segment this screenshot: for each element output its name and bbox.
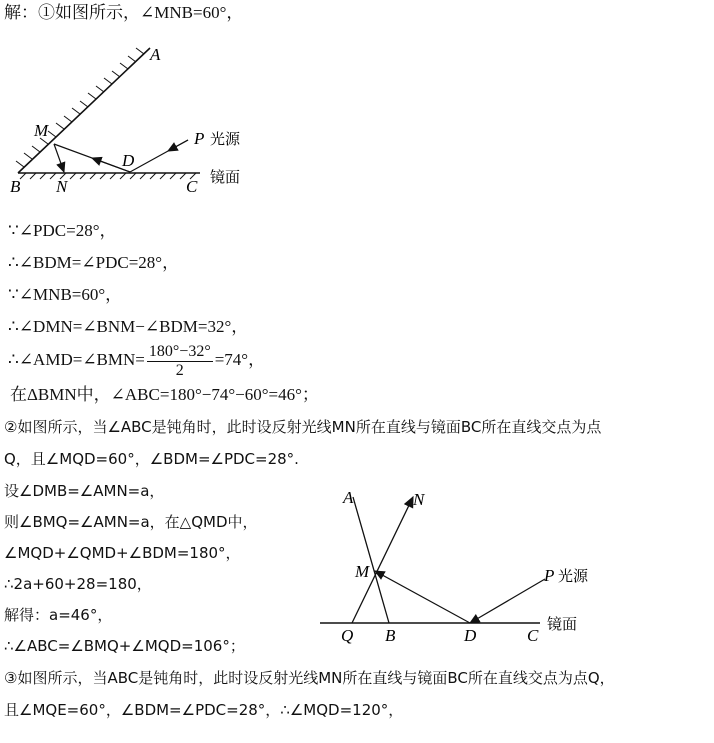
fig2-label-mirror: 镜面 [547,615,578,633]
fig2-label-C: C [527,626,539,645]
part2-line-3: 设∠DMB=∠AMN=a， [4,482,165,500]
ray-PD [470,579,545,623]
step-1: ∵∠PDC=28°， [8,221,117,240]
fig1-label-C: C [186,177,198,196]
ray-DM [375,571,470,623]
fig1-label-N: N [56,177,68,196]
part2-line-5: ∠MQD+∠QMD+∠BDM=180°， [4,544,241,562]
part3-line-1: ③如图所示，当ABC是钝角时，此时设反射光线MN所在直线与镜面BC所在直线交点为点Q， [4,669,615,687]
fig1-label-M: M [34,121,49,140]
figure-2 [315,485,615,645]
step-5-denominator: 2 [175,361,184,379]
part2-line-2: Q，且∠MQD=60°，∠BDM=∠PDC=28°. [4,450,299,468]
fig2-label-D: D [464,626,477,645]
fig2-label-source: 光源 [558,567,589,585]
fig2-label-N: N [413,490,425,509]
ray-MN [54,144,64,172]
part3-line-2: 且∠MQE=60°，∠BDM=∠PDC=28°，∴∠MQD=120°， [4,701,404,719]
fig2-label-P: P [544,566,555,585]
part2-line-7: 解得：a=46°， [4,606,113,624]
fig2-label-M: M [355,562,370,581]
figure-1 [0,40,280,200]
step-5-prefix: ∴∠AMD=∠BMN= [8,350,145,369]
step-5-fraction [147,343,213,380]
fig1-label-mirror: 镜面 [210,168,241,186]
part2-line-1: ②如图所示，当∠ABC是钝角时，此时设反射光线MN所在直线与镜面BC所在直线交点为点 [4,418,602,436]
part2-line-4: 则∠BMQ=∠AMN=a，在△QMD中， [4,513,258,531]
part2-line-8: ∴∠ABC=∠BMQ+∠MQD=106°； [4,637,245,655]
part2-line-6: ∴2a+60+28=180， [4,575,152,593]
fig1-label-B: B [10,177,21,196]
mirror-BA-hatch [16,48,144,167]
mirror-BC-hatch [20,173,196,179]
ray-PD-arrow [168,140,188,151]
step-4: ∴∠DMN=∠BNM−∠BDM=32°， [8,317,249,336]
fig2-label-A: A [343,488,354,507]
intro-line: 解：①如图所示，∠MNB=60°， [4,3,244,22]
step-5-suffix: =74°， [214,350,266,369]
line-AB [353,497,389,623]
fig1-label-D: D [122,151,135,170]
step-5-numerator: 180°−32° [148,342,211,360]
fig1-label-A: A [150,45,161,64]
step-5 [8,342,265,380]
step-2: ∴∠BDM=∠PDC=28°， [8,253,180,272]
fig1-label-source: 光源 [210,130,241,148]
step-6: 在ΔBMN中，∠ABC=180°−74°−60°=46°； [10,385,319,404]
line-QN [352,497,413,623]
step-3: ∵∠MNB=60°， [8,285,123,304]
fig2-label-Q: Q [341,626,354,645]
fig1-label-P: P [194,129,205,148]
fig2-label-B: B [385,626,396,645]
